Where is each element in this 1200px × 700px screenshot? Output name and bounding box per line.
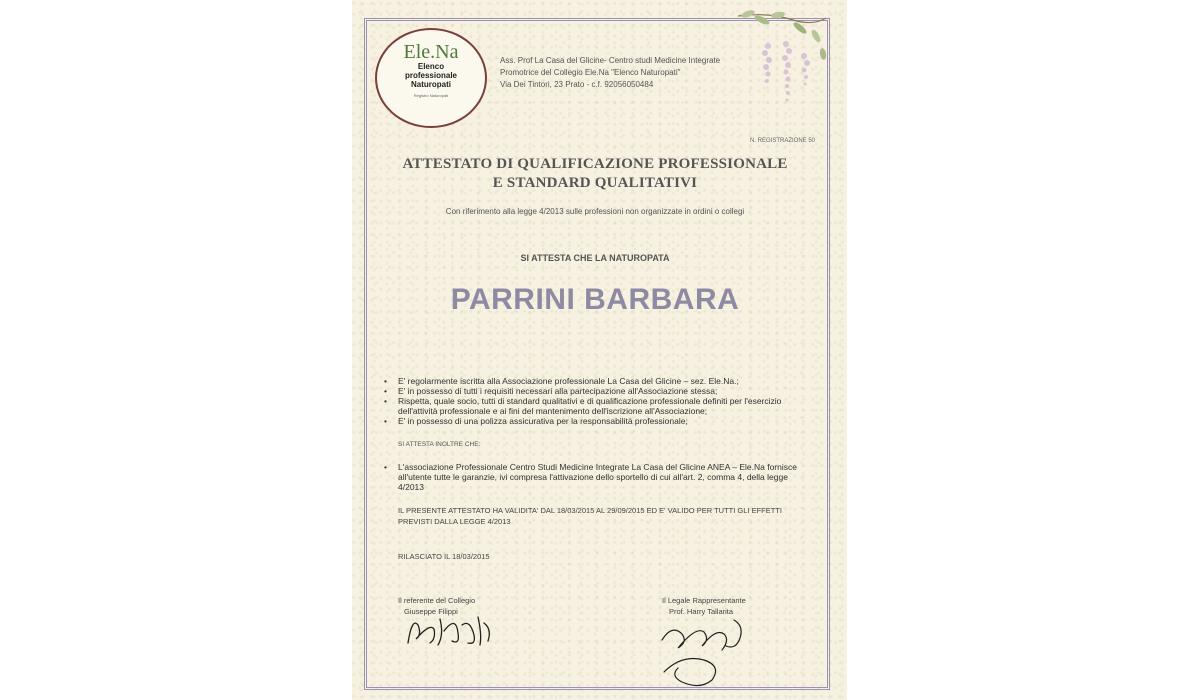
association-line-1: Ass. Prof La Casa del Glicine- Centro studi Medicine Integrate bbox=[500, 56, 721, 65]
right-signature-role: Il Legale Rappresentante bbox=[662, 596, 746, 605]
list-item: • E' regolarmente iscritta alla Associazione professionale La Casa del Glicine – sez. Ele.Na.; bbox=[382, 376, 797, 386]
additional-attestation-heading: SI ATTESTA INOLTRE CHE: bbox=[398, 441, 481, 448]
title-line-2: E STANDARD QUALITATIVI bbox=[492, 175, 698, 191]
title-line-1: ATTESTATO DI QUALIFICAZIONE PROFESSIONALE bbox=[402, 156, 788, 172]
qualification-list bbox=[382, 376, 797, 426]
elena-logo bbox=[375, 28, 487, 128]
logo-small-text: Registro Naturopati bbox=[413, 93, 449, 98]
law-reference: Con riferimento alla legge 4/2013 sulle professioni non organizzate in ordini o collegi bbox=[445, 207, 745, 216]
list-item: • Rispetta, quale socio, tutti di standard qualitativi e di qualificazione professionale definiti per l'esercizio dell'attività professionale e ai fini del mantenimento dell'iscrizione all'Associazione; bbox=[382, 396, 797, 416]
association-line-2: Promotrice del Collegio Ele.Na "Elenco Naturopati" bbox=[500, 68, 681, 77]
list-item: • E' in possesso di una polizza assicurativa per la responsabilità professionale; bbox=[382, 416, 797, 426]
right-signature-icon bbox=[652, 610, 762, 690]
additional-list bbox=[382, 462, 797, 492]
left-signature-role: Il referente del Collegio bbox=[398, 596, 476, 605]
logo-subtitle-1: Elenco bbox=[417, 62, 445, 71]
logo-subtitle-2: professionale bbox=[404, 71, 457, 80]
issue-date: RILASCIATO IL 18/03/2015 bbox=[398, 552, 490, 561]
right-signature-name: Prof. Harry Tallarita bbox=[669, 607, 734, 616]
certificate-title bbox=[380, 155, 810, 193]
validity-statement: IL PRESENTE ATTESTATO HA VALIDITA' DAL 18/03/2015 AL 29/09/2015 ED E' VALIDO PER TUTTI GLI EFFETTI PREVISTI DALLA LEGGE 4/2013 bbox=[398, 506, 782, 526]
attestation-heading: SI ATTESTA CHE LA NATUROPATA bbox=[520, 253, 670, 263]
wisteria-decoration-icon bbox=[738, 6, 828, 116]
left-signature-icon bbox=[400, 605, 500, 650]
logo-title: Ele.Na bbox=[403, 41, 459, 63]
recipient-name: PARRINI BARBARA bbox=[450, 283, 740, 316]
list-item: • L'associazione Professionale Centro Studi Medicine Integrate La Casa del Glicine ANEA – Ele.Na fornisce all'utente tutte le garanzie, ivi compresa l'attivazione dello sportello di cui all'art. 2, comma 4, della legge 4/2013 bbox=[382, 462, 797, 492]
registration-number: N. REGISTRAZIONE 50 bbox=[749, 138, 815, 144]
logo-subtitle-3: Naturopati bbox=[411, 80, 451, 89]
association-header bbox=[500, 55, 770, 91]
association-line-3: Via Dei Tintori, 23 Prato - c.f. 92056050484 bbox=[500, 80, 654, 89]
list-item: • E' in possesso di tutti i requisiti necessari alla partecipazione all'Associazione stessa; bbox=[382, 386, 797, 396]
left-signature-name: Giuseppe Filippi bbox=[404, 607, 458, 616]
